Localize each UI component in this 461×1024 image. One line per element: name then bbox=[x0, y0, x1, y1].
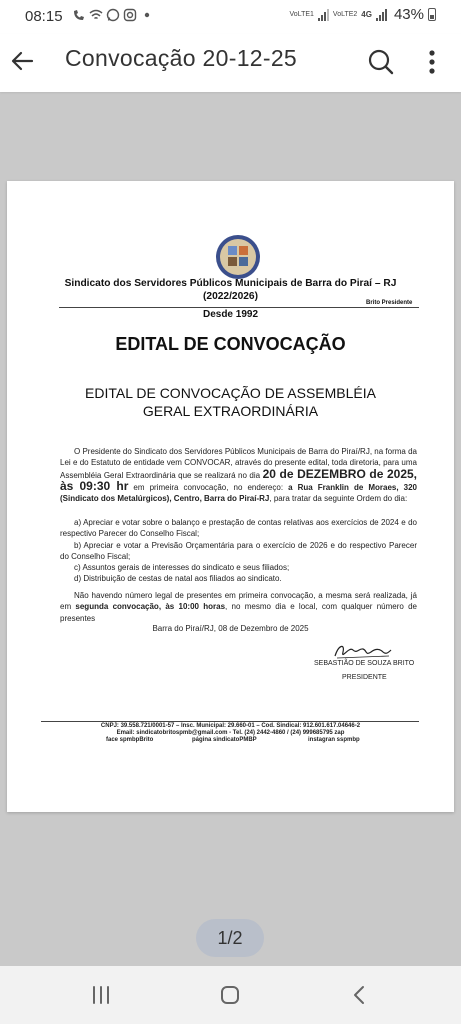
dot-icon bbox=[140, 8, 154, 22]
second-call-paragraph bbox=[60, 590, 417, 624]
call-forward-icon bbox=[72, 8, 86, 22]
status-time: 08:15 bbox=[25, 8, 63, 25]
notice-heading: EDITAL DE CONVOCAÇÃO bbox=[115, 334, 346, 354]
agenda-item: d) Distribuição de cestas de natal aos filiados ao sindicato. bbox=[74, 574, 282, 584]
second-call-time: segunda convocação, às 10:00 horas bbox=[75, 602, 226, 612]
instagram-icon bbox=[123, 8, 137, 22]
header-divider bbox=[59, 307, 419, 308]
document-page[interactable] bbox=[7, 181, 454, 812]
footer-facebook: face spmbpBrito bbox=[106, 737, 154, 743]
app-bar bbox=[0, 34, 461, 92]
document-title: Convocação 20-12-25 bbox=[65, 45, 298, 71]
signal-icon-2 bbox=[376, 9, 387, 21]
org-name: Sindicato dos Servidores Públicos Municipais de Barra do Piraí – RJ bbox=[64, 278, 397, 289]
intro-paragraph bbox=[60, 446, 417, 504]
second-call-text-1: Não havendo número legal de presentes em primeira convocação, a mesma será realizada, já em bbox=[60, 591, 417, 612]
system-nav-bar bbox=[0, 966, 461, 1024]
union-seal-logo bbox=[215, 234, 261, 280]
subheading-line-2: GERAL EXTRAORDINÁRIA bbox=[142, 403, 319, 419]
footer-contact: Email: sindicatobritospmb@gmail.com - Tel. (24) 2442-4860 / (24) 999685795 zap bbox=[116, 730, 345, 736]
org-term: (2022/2026) bbox=[203, 291, 258, 302]
intro-text-3: , para tratar da seguinte Ordem do dia: bbox=[269, 494, 408, 504]
battery-percent: 43% bbox=[393, 6, 424, 23]
meeting-address: a Rua Franklin de Moraes, 320 (Sindicato dos Metalúrgicos), Centro, Barra do Piraí-RJ bbox=[60, 482, 417, 504]
second-call-text-2: , no mesmo dia e local, com qualquer número de presentes bbox=[60, 602, 417, 623]
footer-registration: CNPJ: 39.558.721/0001-57 – Insc. Municipal: 29.660-01 – Cod. Sindical: 912.601.617.04646-2 bbox=[100, 723, 361, 729]
signer-role: PRESIDENTE bbox=[342, 674, 387, 681]
sim2-label: VoLTE2 bbox=[332, 10, 358, 18]
intro-text-2: em primeira convocação, no endereço: bbox=[128, 482, 289, 492]
document-footer bbox=[7, 723, 454, 745]
footer-divider bbox=[41, 721, 419, 722]
battery-icon bbox=[428, 8, 436, 21]
footer-social bbox=[7, 737, 454, 745]
signal-icon bbox=[318, 9, 329, 21]
president-tag: Brito Presidente bbox=[366, 300, 413, 306]
status-bar bbox=[0, 0, 461, 34]
wifi-icon bbox=[89, 8, 103, 22]
arrow-left-icon[interactable] bbox=[8, 45, 40, 77]
subheading-line-1: EDITAL DE CONVOCAÇÃO DE ASSEMBLÉIA bbox=[85, 385, 376, 401]
more-vertical-icon[interactable] bbox=[420, 46, 444, 78]
page-indicator: 1/2 bbox=[196, 919, 264, 957]
intro-text-1: O Presidente do Sindicato dos Servidores Públicos Municipais de Barra do Piraí/RJ, na forma da Lei e do Estatuto de entidade vem CONVOCAR, através do presente edital, toda diretoria, para uma Assembléia Geral Extraordinária que se realizará no dia bbox=[60, 447, 417, 480]
notification-icons bbox=[72, 8, 154, 22]
agenda-item: c) Assuntos gerais de interesses do sindicato e seus filiados; bbox=[74, 563, 290, 573]
agenda-list bbox=[60, 517, 417, 585]
home-icon[interactable] bbox=[219, 984, 241, 1006]
whatsapp-icon bbox=[106, 8, 120, 22]
dateline: Barra do Piraí/RJ, 08 de Dezembro de 2025 bbox=[152, 624, 309, 633]
notice-subheading bbox=[7, 384, 454, 420]
meeting-date: 20 de DEZEMBRO de 2025, às 09:30 hr bbox=[60, 466, 418, 493]
back-chevron-icon[interactable] bbox=[349, 984, 371, 1006]
recent-apps-icon[interactable] bbox=[90, 984, 112, 1006]
footer-instagram: instagran sspmbp bbox=[308, 737, 360, 743]
agenda-item: a) Apreciar e votar sobre o balanço e prestação de contas relativas aos exercícios de 2024 e do respectivo Parecer do Conselho Fiscal; bbox=[60, 518, 417, 539]
search-icon[interactable] bbox=[365, 46, 397, 78]
network-gen-label: 4G bbox=[361, 9, 372, 19]
footer-page: página sindicatoPMBP bbox=[192, 737, 257, 743]
founded-year: Desde 1992 bbox=[202, 309, 259, 320]
agenda-item: b) Apreciar e votar a Previsão Orçamentária para o exercício de 2026 e do respectivo Parecer do Conselho Fiscal; bbox=[60, 540, 417, 561]
sim1-label: VoLTE1 bbox=[289, 10, 314, 18]
status-right bbox=[290, 6, 436, 23]
signer-name: SEBASTIÃO DE SOUZA BRITO bbox=[314, 660, 415, 667]
